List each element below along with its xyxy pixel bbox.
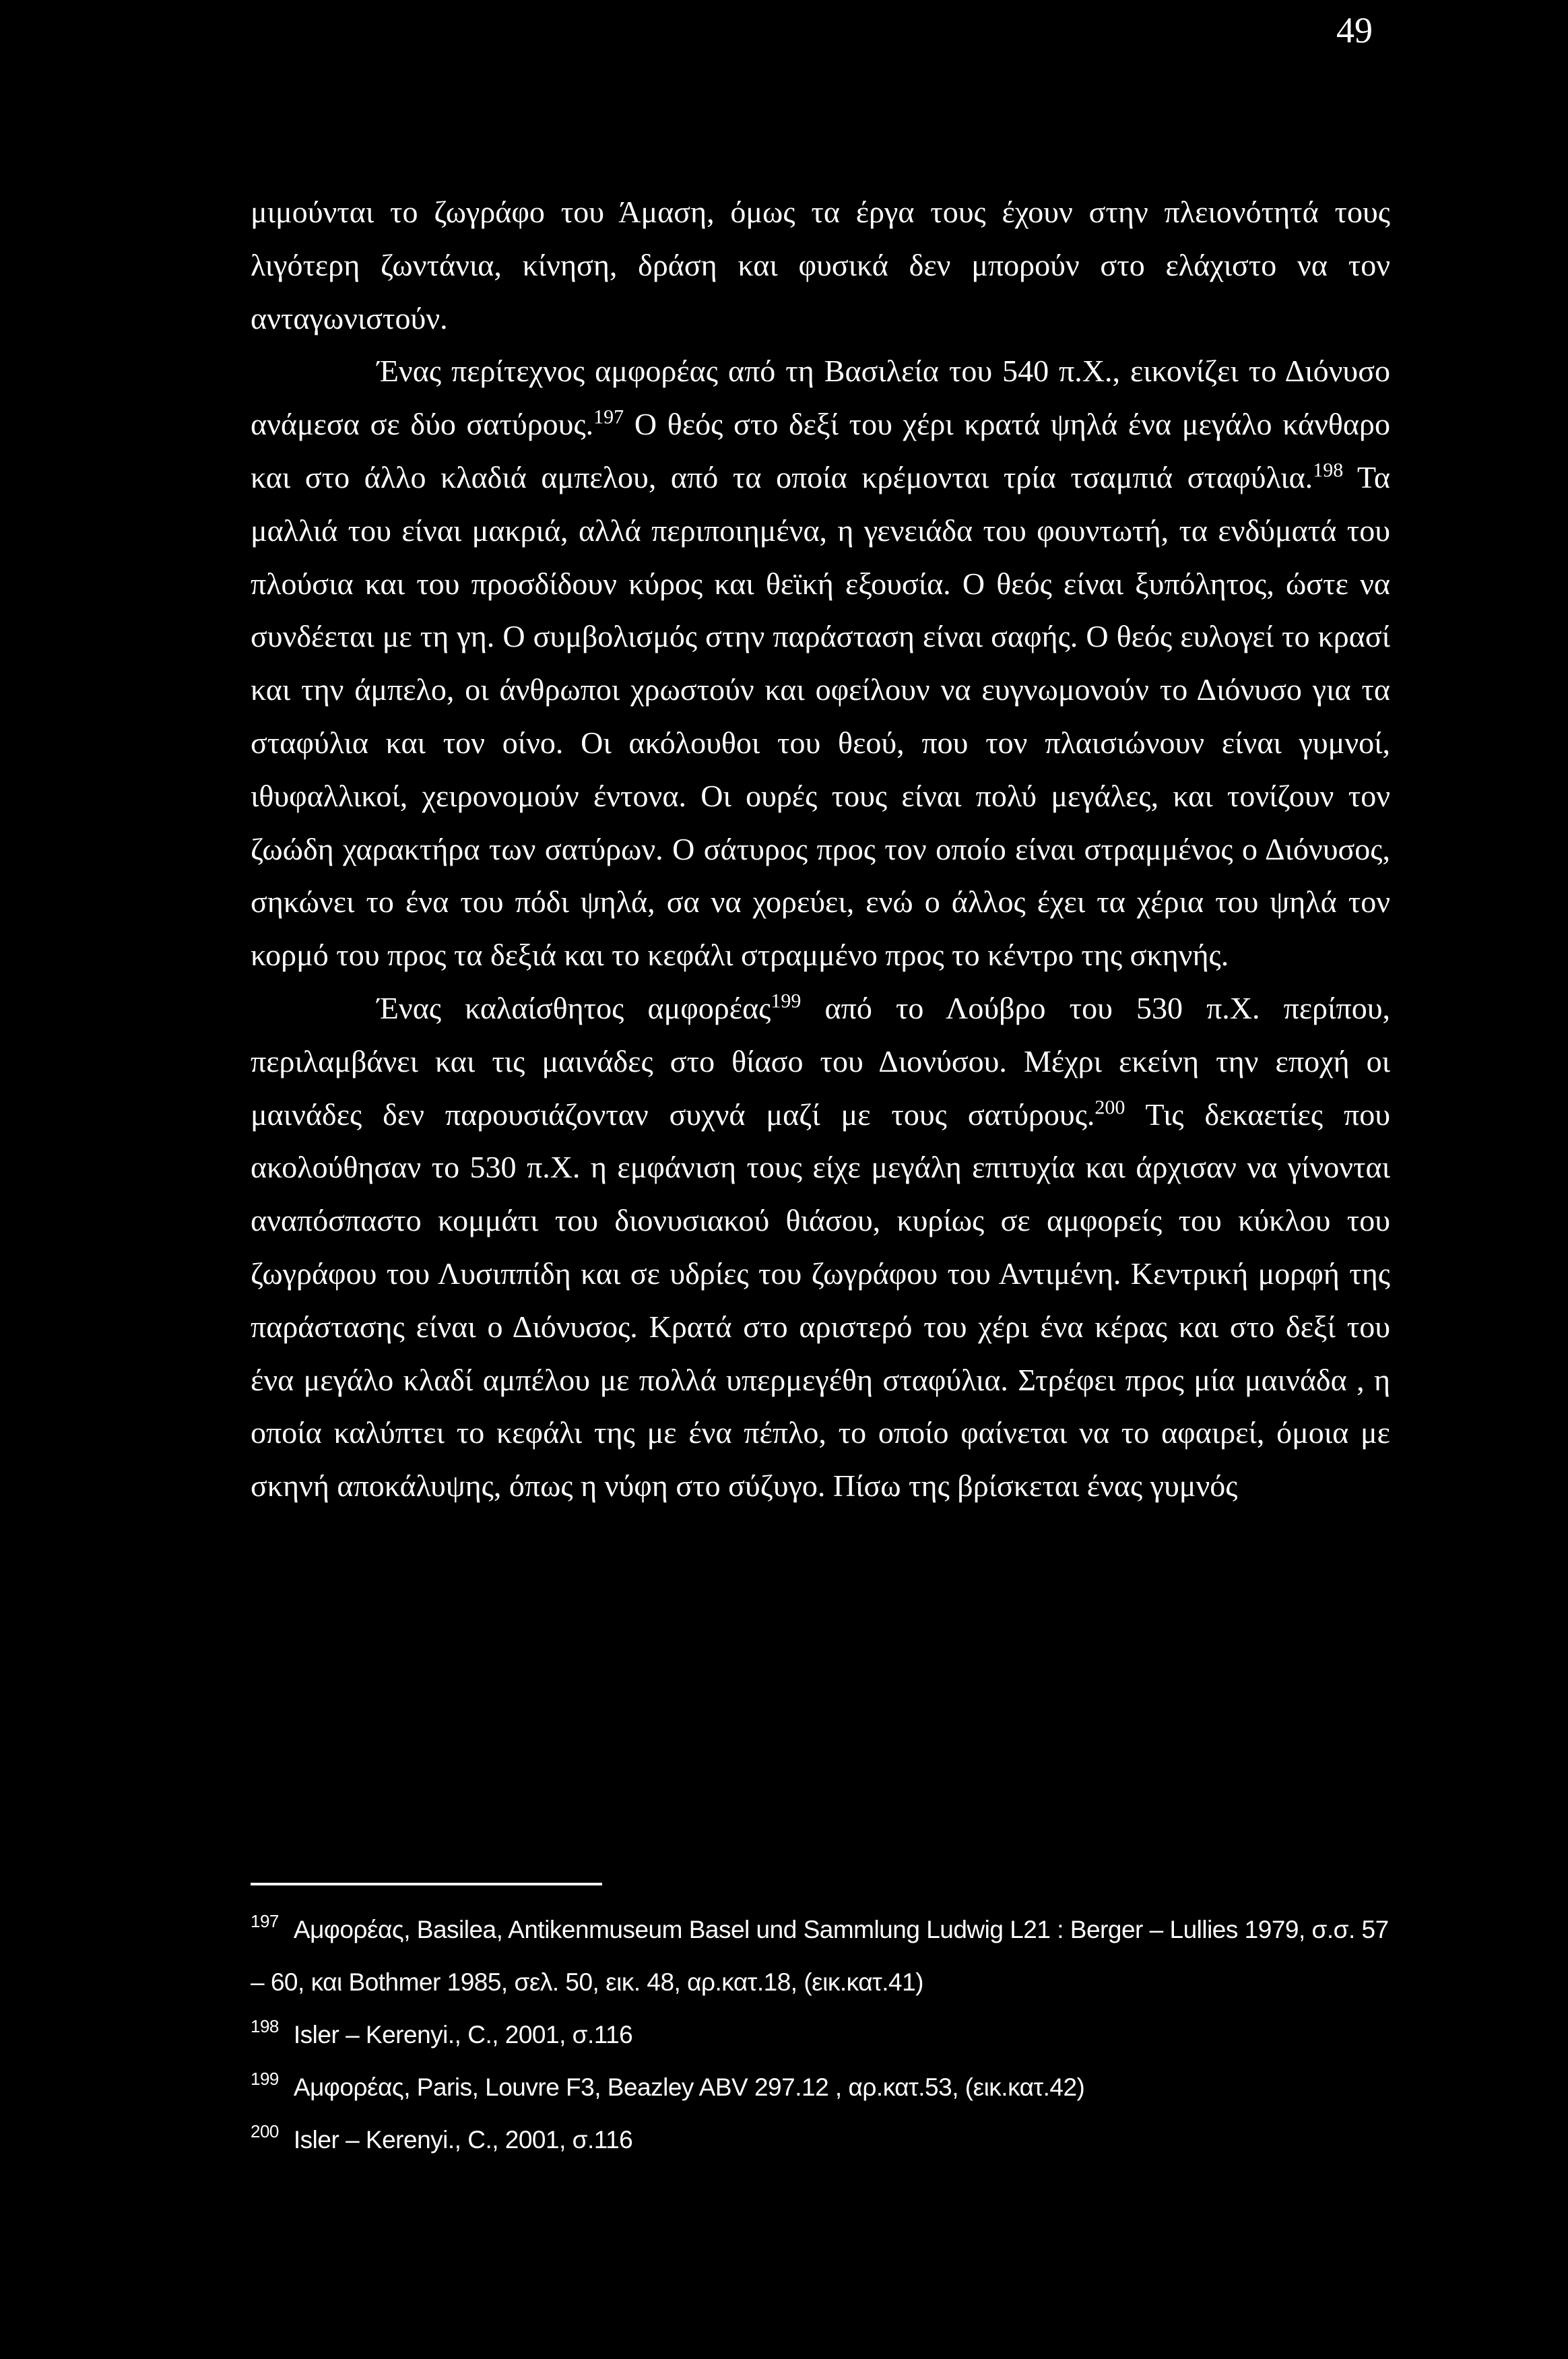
paragraph-1 [251,186,1390,345]
paragraph-text: Τις δεκαετίες που ακολούθησαν το 530 π.Χ. η εμφάνιση τους είχε μεγάλη επιτυχία και άρχισαν να γίνονται αναπόσπαστο κομμάτι του διονυσιακού θιάσου, κυρίως σε αμφορείς του κύκλου του ζωγράφου του Λυσιππίδη και σε υδρίες του ζωγράφου του Αντιμένη. Κεντρική μορφή της παράστασης είναι ο Διόνυσος. Κρατά στο αριστερό του χέρι ένα κέρας και στο δεξί του ένα μεγάλο κλαδί αμπέλου με πολλά υπερμεγέθη σταφύλια. Στρέφει προς μία μαινάδα , η οποία καλύπτει το κεφάλι της με ένα πέπλο, το οποίο φαίνεται να το αφαιρεί, όμοια με σκηνή αποκάλυψης, όπως η νύφη στο σύζυγο. Πίσω της βρίσκεται ένας γυμνός [251,1097,1390,1504]
paragraph-text: Τα μαλλιά του είναι μακριά, αλλά περιποιημένα, η γενειάδα του φουντωτή, τα ενδύματά του πλούσια και του προσδίδουν κύρος και θεϊκή εξουσία. Ο θεός είναι ξυπόλητος, ώστε να συνδέεται με τη γη. Ο συμβολισμός στην παράσταση είναι σαφής. Ο θεός ευλογεί το κρασί και την άμπελο, οι άνθρωποι χρωστούν και οφείλουν να ευγνωμονούν το Διόνυσο για τα σταφύλια και τον οίνο. Οι ακόλουθοι του θεού, που τον πλαισιώνουν είναι γυμνοί, ιθυφαλλικοί, χειρονομούν έντονα. Οι ουρές τους είναι πολύ μεγάλες, και τονίζουν τον ζωώδη χαρακτήρα των σατύρων. Ο σάτυρος προς τον οποίο είναι στραμμένος ο Διόνυσος, σηκώνει το ένα του πόδι ψηλά, σα να χορεύει, ενώ ο άλλος έχει τα χέρια του ψηλά τον κορμό του προς τα δεξιά και το κεφάλι στραμμένο προς το κέντρο της σκηνής. [251,459,1391,973]
footnote-mark: 200 [251,2121,279,2142]
footnotes [251,1904,1390,2166]
paragraph-2 [251,345,1390,982]
paragraph-text: Ένας περίτεχνος αμφορέας από τη Βασιλεία του 540 π.Χ., εικονίζει το Διόνυσο ανάμεσα σε δύο σατύρους. [251,354,1390,442]
footnote-mark: 198 [251,2016,279,2037]
footnote-text: Isler – Kerenyi., C., 2001, σ.116 [293,2021,633,2048]
footnote-reference-197[interactable]: 197 [593,406,624,428]
footnote-text: Αμφορέας, Basilea, Antikenmuseum Basel und Sammlung Ludwig L21 : Berger – Lullies 1979, σ.σ. 57 – 60, και Bothmer 1985, σελ. 50, εικ. 48, αρ.κατ.18, (εικ.κατ.41) [251,1916,1389,1996]
footnote-200 [251,2114,1390,2166]
footnote-text: Isler – Kerenyi., C., 2001, σ.116 [293,2126,633,2154]
paragraph-text: Ένας καλαίσθητος αμφορέας [377,990,771,1025]
footnote-divider [251,1883,602,1885]
footnote-mark: 199 [251,2069,279,2090]
footnote-text: Αμφορέας, Paris, Louvre F3, Beazley ABV 297.12 , αρ.κατ.53, (εικ.κατ.42) [293,2073,1085,2101]
body-text [251,186,1390,1513]
footnote-reference-200[interactable]: 200 [1095,1096,1125,1119]
footnote-199 [251,2061,1390,2114]
paragraph-3 [251,982,1390,1513]
footnote-mark: 197 [251,1911,279,1932]
paragraph-text: από το Λούβρο του 530 π.Χ. περίπου, περιλαμβάνει και τις μαινάδες στο θίασο του Διονύσου. Μέχρι εκείνη την εποχή οι μαινάδες δεν παρουσιάζονταν συχνά μαζί με τους σατύρους. [251,990,1390,1132]
page-number: 49 [1336,10,1373,51]
paragraph-text: Ο θεός στο δεξί του χέρι κρατά ψηλά ένα μεγάλο κάνθαρο και στο άλλο κλαδιά αμπελου, από τα οποία κρέμονται τρία τσαμπιά σταφύλια. [251,407,1390,494]
paragraph-text: μιμούνται το ζωγράφο του Άμαση, όμως τα έργα τους έχουν στην πλειονότητά τους λιγότερη ζωντάνια, κίνηση, δράση και φυσικά δεν μπορούν στο ελάχιστο να τον ανταγωνιστούν. [251,195,1390,335]
footnote-197 [251,1904,1390,2009]
footnote-reference-199[interactable]: 199 [771,990,802,1012]
footnote-198 [251,2009,1390,2061]
footnote-reference-198[interactable]: 198 [1313,459,1344,482]
